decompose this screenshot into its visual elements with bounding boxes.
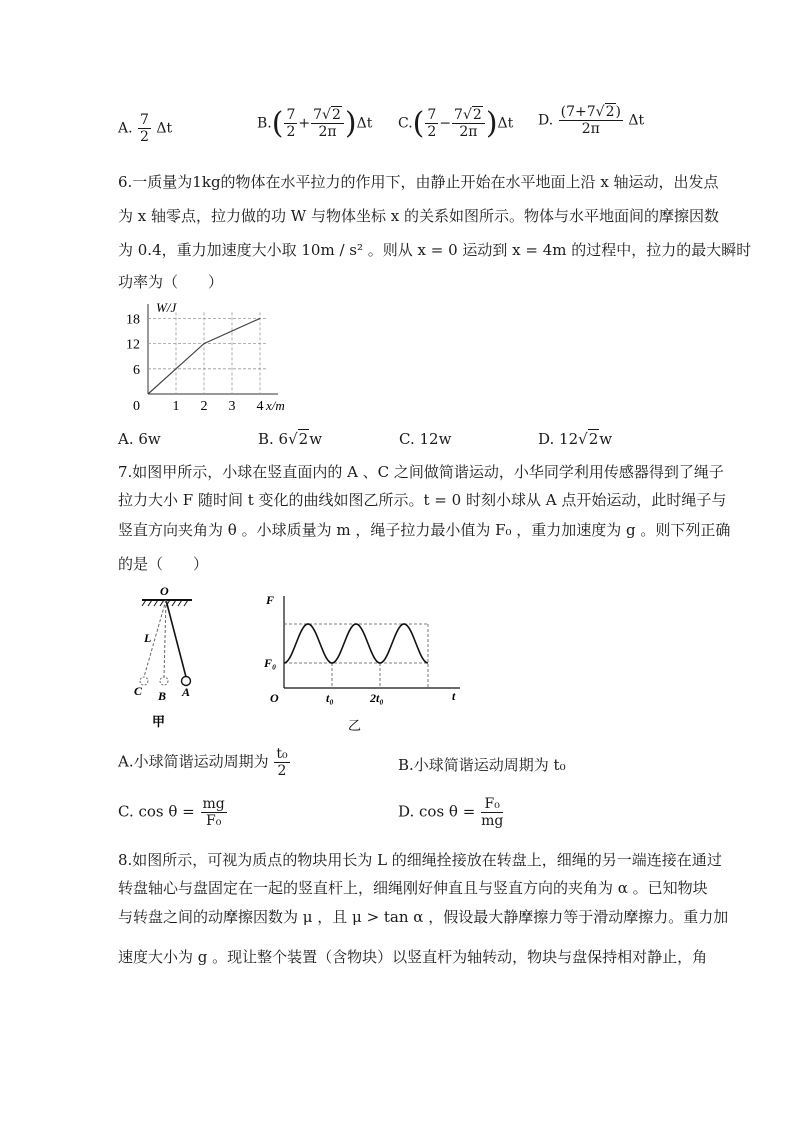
q5-option-d: D. $\frac{(7+7√2)}{2\pi}$ Δt — [538, 104, 645, 137]
y-tick-label: 6 — [133, 362, 140, 378]
q7-option-d: D. cos θ = $\frac{\text{F₀}}{mg}$ — [398, 796, 504, 829]
f-axis-label: F — [266, 593, 275, 607]
q8-line-4: 速度大小为 g 。现让整个装置（含物块）以竖直杆为轴转动，物块与盘保持相对静止，角 — [118, 948, 708, 966]
q7-option-c: C. cos θ = $\frac{mg}{\text{F₀}}$ — [118, 796, 225, 829]
vertical-dashed — [164, 600, 166, 677]
q6-option-a: A. 6w — [118, 430, 161, 448]
figure-caption-yi: 乙 — [348, 718, 362, 733]
point-b-label: B — [158, 689, 167, 703]
force-time-graph — [262, 588, 472, 738]
q6-option-b: B. 6√2w — [258, 430, 323, 448]
force-curve — [284, 624, 428, 663]
point-a-label: A — [182, 685, 191, 699]
q6-line-1: 6.一质量为1kg的物体在水平拉力的作用下，由静止开始在水平地面上沿 x 轴运动，出发点 — [118, 173, 719, 191]
x-tick-label: 3 — [228, 399, 236, 414]
q6-line-4: 功率为（ ） — [118, 273, 224, 291]
q7-option-a: A.小球简谐运动周期为 $\frac{\text{t₀}}{2}$ — [118, 746, 288, 779]
q7-option-b: B.小球简谐运动周期为 t₀ — [398, 756, 566, 774]
w-x-graph — [118, 296, 308, 418]
figure-caption-jia: 甲 — [152, 714, 166, 729]
length-label: L — [144, 631, 152, 645]
q8-line-3: 与转盘之间的动摩擦因数为 μ ，且 μ > tan α ，假设最大静摩擦力等于滑动摩擦力。重力加 — [118, 908, 729, 926]
q6-line-2: 为 x 轴零点，拉力做的功 W 与物体坐标 x 的关系如图所示。物体与水平地面间的摩擦因数 — [118, 207, 719, 225]
q7-line-1: 7.如图甲所示，小球在竖直面内的 A 、C 之间做简谐运动，小华同学利用传感器得到了绳子 — [118, 463, 724, 481]
x-tick-label: 4 — [256, 399, 264, 414]
origin-label: O — [270, 691, 279, 705]
ball-b — [160, 677, 168, 685]
q5-option-b: B.( $\frac{7}{2}$ + $\frac{7√2}{2\pi}$ )Δt — [257, 106, 373, 141]
pendulum-figure — [126, 580, 206, 730]
f0-label: F₀ — [264, 656, 277, 670]
q5-option-c: C.( $\frac{7}{2}$ − $\frac{7√2}{2\pi}$ )Δt — [398, 106, 514, 141]
q7-line-3: 竖直方向夹角为 θ 。小球质量为 m ，绳子拉力最小值为 F₀ ，重力加速度为 g 。则下列正确 — [118, 521, 731, 539]
q6-option-c: C. 12w — [399, 430, 452, 448]
x-axis-label: x/m — [266, 398, 285, 413]
x-tick-label: 0 — [133, 399, 140, 414]
2t0-label: 2t₀ — [370, 691, 384, 705]
grid — [148, 312, 266, 394]
t-axis-label: t — [452, 689, 456, 703]
q5-option-a: A. $\frac{7}{2}$ Δt — [118, 112, 173, 145]
string — [166, 600, 186, 677]
y-tick-label: 12 — [126, 337, 140, 353]
pivot-label: O — [160, 584, 169, 598]
point-c-label: C — [134, 684, 143, 698]
q6-line-3: 为 0.4，重力加速度大小取 10m / s² 。则从 x = 0 运动到 x = 4m 的过程中，拉力的最大瞬时 — [118, 241, 752, 259]
x-tick-label: 2 — [200, 399, 208, 414]
x-tick-label: 1 — [172, 399, 180, 414]
t0-label: t₀ — [326, 691, 334, 705]
q8-line-1: 8.如图所示，可视为质点的物块用长为 L 的细绳拴接放在转盘上，细绳的另一端连接在通过 — [118, 851, 722, 869]
y-axis-label: W/J — [156, 300, 177, 315]
y-tick-label: 18 — [126, 312, 140, 328]
q8-line-2: 转盘轴心与盘固定在一起的竖直杆上，细绳刚好伸直且与竖直方向的夹角为 α 。已知物块 — [118, 879, 708, 897]
q7-line-2: 拉力大小 F 随时间 t 变化的曲线如图乙所示。t = 0 时刻小球从 A 点开始运动，此时绳子与 — [118, 491, 727, 509]
q6-option-d: D. 12√2w — [538, 430, 613, 448]
q7-line-4: 的是（ ） — [118, 555, 209, 573]
